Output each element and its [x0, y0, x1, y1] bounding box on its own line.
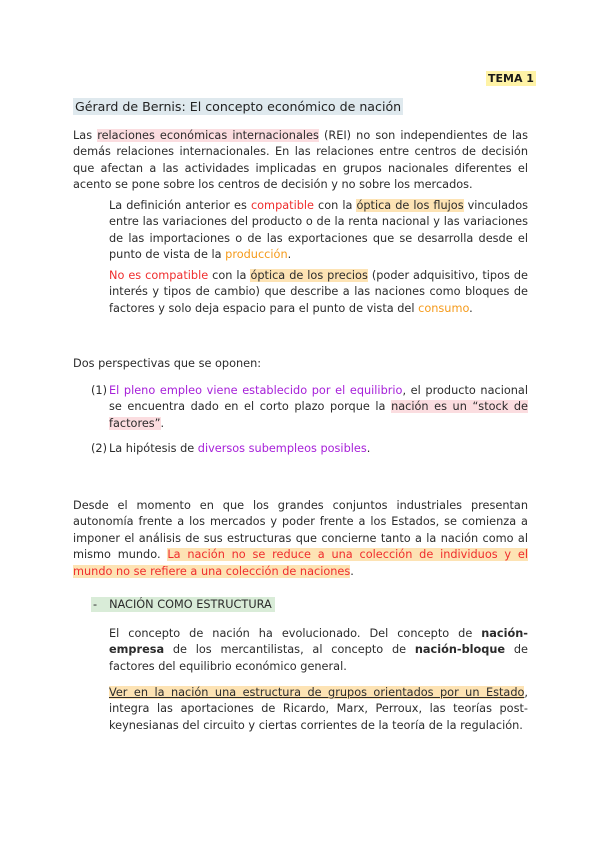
p5-text-1: El concepto de nación ha evolucionado. Del concepto de	[109, 627, 482, 640]
tema-text: TEMA 1	[488, 72, 534, 85]
p3-optica-precios: óptica de los precios	[250, 269, 368, 282]
p6-estructura-highlight: Ver en la nación una estructura de grupos orientados por un Estado	[109, 686, 525, 699]
p2-text-4: .	[287, 248, 292, 262]
p2-text-1: La definición anterior es	[109, 199, 251, 212]
p2-produccion: producción	[225, 248, 288, 262]
item2-text	[109, 441, 528, 457]
intro-text-2: (REI) no son independientes de las demás relaciones internacionales. En las relaciones entre centros de decisión que afectan a las actividades implicadas en grupos nacionales diferentes el acento se pone sobre los centros de decisión y no sobre los mercados.	[73, 129, 528, 192]
p5-text-3: de factores del equilibrio económico general.	[109, 643, 528, 673]
item1-pleno-empleo: El pleno empleo viene establecido por el equilibrio	[109, 384, 403, 397]
p3-text-2: (poder adquisitivo, tipos de interés y tipos de cambio) que describe a las naciones como bloques de factores y solo deja espacio para el punto de vista del	[109, 269, 528, 315]
section-heading-box	[91, 597, 275, 612]
p2-compatible: compatible	[250, 199, 314, 212]
section-bullet: -	[93, 598, 98, 611]
p5-nacion-empresa: nación-empresa	[109, 627, 528, 657]
compatible-paragraph	[109, 198, 528, 264]
evolucion-paragraph	[109, 626, 528, 675]
estructuras-paragraph	[73, 498, 528, 580]
tema-label	[486, 72, 536, 85]
page-title	[73, 99, 403, 114]
p2-text-2: con la	[314, 199, 357, 212]
item2-text-2: .	[366, 442, 371, 455]
p5-nacion-bloque: nación-bloque	[414, 643, 506, 657]
item1-text-2: .	[160, 416, 165, 430]
p6-text-1: , integra las aportaciones de Ricardo, Marx, Perroux, las teorías post-keynesianas del circuito y ciertas corrientes de la teoría de la regulación.	[109, 686, 528, 732]
item2-number: (2)	[91, 442, 108, 455]
title-text: Gérard de Bernis: El concepto económico de nación	[75, 99, 402, 114]
p3-consumo: consumo	[418, 301, 470, 315]
intro-text-1: Las	[73, 129, 98, 142]
p4-nacion-highlight: La nación no se reduce a una colección de individuos y el mundo no se refiere a una colección de naciones	[73, 548, 528, 578]
not-compatible-paragraph	[109, 268, 528, 317]
list-item-2	[91, 441, 528, 457]
p2-text-3: vinculados entre las variaciones del producto o de la renta nacional y las variaciones de las importaciones o de las exportaciones que se desarrolla desde el punto de vista de la	[109, 199, 528, 262]
perspectivas-text: Dos perspectivas que se oponen:	[73, 357, 262, 370]
intro-highlight-rei: relaciones económicas internacionales	[97, 129, 319, 142]
item1-stock-factores: nación es un “stock de factores”	[109, 400, 528, 430]
section-label: NACIÓN COMO ESTRUCTURA	[109, 598, 272, 611]
p2-optica-flujos: óptica de los flujos	[356, 199, 464, 212]
list-item-1	[91, 383, 528, 432]
p3-text-1: con la	[208, 269, 251, 282]
p3-no-compatible: No es compatible	[109, 269, 209, 282]
intro-paragraph	[73, 128, 528, 194]
item1-text-1: , el producto nacional se encuentra dado en el corto plazo porque la	[109, 384, 528, 414]
p3-text-3: .	[469, 301, 473, 315]
section-heading	[91, 598, 275, 611]
item2-text-1: La hipótesis de	[109, 442, 198, 455]
item2-subempleos: diversos subempleos posibles	[197, 442, 367, 455]
estructura-grupos-paragraph	[109, 685, 528, 734]
p5-text-2: de los mercantilistas, al concepto de	[164, 643, 415, 657]
perspectivas-heading	[73, 356, 528, 372]
p4-text-2: .	[350, 564, 354, 578]
item1-text	[109, 383, 528, 432]
p4-text-1: Desde el momento en que los grandes conjuntos industriales presentan autonomía frente a los mercados y poder frente a los Estados, se comienza a imponer el análisis de sus estructuras que concierne tanto a la nación como al mismo mundo.	[73, 499, 528, 562]
item1-number: (1)	[91, 384, 108, 397]
